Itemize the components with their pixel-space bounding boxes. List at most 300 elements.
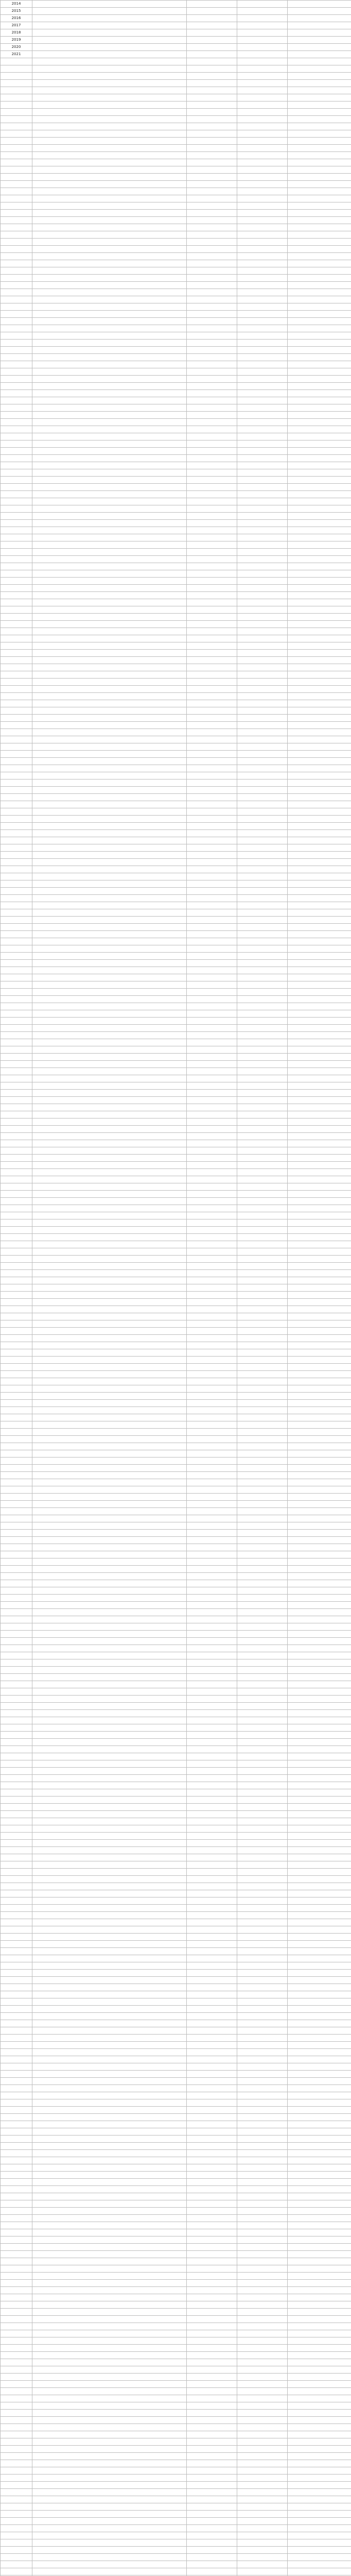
cell-code — [1, 2107, 32, 2114]
cell-plan — [187, 404, 237, 412]
table-row — [1, 2525, 351, 2532]
table-row — [1, 1400, 351, 1407]
table-row — [1, 1378, 351, 1385]
cell-name — [32, 1991, 187, 1998]
cell-name — [32, 138, 187, 145]
cell-code — [1, 1010, 32, 1018]
cell-enrolled — [237, 455, 288, 462]
cell-plan — [187, 390, 237, 397]
cell-min-rank — [288, 2114, 351, 2121]
cell-enrolled — [237, 390, 288, 397]
cell-plan — [187, 1876, 237, 1883]
table-row — [1, 1522, 351, 1530]
cell-plan — [187, 679, 237, 686]
cell-plan — [187, 1926, 237, 1934]
table-row — [1, 2136, 351, 2143]
cell-code — [1, 2063, 32, 2071]
table-row — [1, 282, 351, 289]
cell-min-rank — [288, 2287, 351, 2294]
cell-enrolled — [237, 1998, 288, 2006]
cell-enrolled — [237, 1883, 288, 1890]
cell-enrolled — [237, 505, 288, 513]
cell-enrolled — [237, 751, 288, 758]
cell-code — [1, 570, 32, 578]
cell-plan — [187, 2121, 237, 2128]
cell-enrolled — [237, 2280, 288, 2287]
cell-enrolled — [237, 895, 288, 902]
cell-code — [1, 794, 32, 801]
cell-plan — [187, 2229, 237, 2236]
cell-plan — [187, 1371, 237, 1378]
table-row — [1, 1118, 351, 1126]
cell-min-rank — [288, 700, 351, 707]
cell-name — [32, 772, 187, 779]
cell-enrolled — [237, 2330, 288, 2337]
cell-code — [1, 1414, 32, 1421]
cell-plan — [187, 1147, 237, 1155]
cell-enrolled — [237, 325, 288, 332]
cell-min-rank — [288, 491, 351, 498]
table-row — [1, 1371, 351, 1378]
cell-min-rank — [288, 210, 351, 217]
cell-plan — [187, 1039, 237, 1046]
cell-code — [1, 397, 32, 404]
cell-plan — [187, 2179, 237, 2186]
cell-plan — [187, 2006, 237, 2013]
cell-min-rank — [288, 44, 351, 51]
cell-plan — [187, 2301, 237, 2309]
table-row — [1, 2410, 351, 2417]
cell-enrolled — [237, 1739, 288, 1746]
cell-plan — [187, 1602, 237, 1609]
cell-min-rank — [288, 58, 351, 65]
cell-name — [32, 2200, 187, 2208]
cell-code — [1, 267, 32, 275]
cell-code — [1, 202, 32, 210]
cell-name — [32, 1861, 187, 1869]
cell-plan — [187, 945, 237, 953]
table-row — [1, 1458, 351, 1465]
cell-plan — [187, 1458, 237, 1465]
cell-name — [32, 1522, 187, 1530]
cell-enrolled — [237, 1912, 288, 1919]
cell-name — [32, 426, 187, 433]
cell-enrolled — [237, 311, 288, 318]
cell-min-rank — [288, 917, 351, 924]
table-row — [1, 383, 351, 390]
cell-code — [1, 549, 32, 556]
cell-plan — [187, 2503, 237, 2511]
cell-code — [1, 671, 32, 679]
cell-name — [32, 960, 187, 967]
cell-name — [32, 1407, 187, 1414]
cell-code — [1, 1941, 32, 1948]
cell-min-rank — [288, 1162, 351, 1169]
cell-name — [32, 419, 187, 426]
cell-name — [32, 563, 187, 570]
cell-name — [32, 2056, 187, 2063]
cell-name — [32, 1256, 187, 1263]
cell-enrolled — [237, 2006, 288, 2013]
cell-enrolled — [237, 491, 288, 498]
cell-enrolled — [237, 880, 288, 888]
cell-name — [32, 1941, 187, 1948]
table-row — [1, 1587, 351, 1595]
cell-min-rank — [288, 1371, 351, 1378]
cell-code — [1, 1313, 32, 1320]
cell-min-rank — [288, 8, 351, 15]
cell-min-rank — [288, 1537, 351, 1544]
cell-name — [32, 873, 187, 880]
cell-enrolled — [237, 2164, 288, 2172]
cell-min-rank — [288, 2453, 351, 2460]
cell-name — [32, 1126, 187, 1133]
cell-min-rank — [288, 534, 351, 541]
cell-plan — [187, 1212, 237, 1219]
table-row — [1, 2539, 351, 2547]
cell-name — [32, 1919, 187, 1926]
cell-enrolled — [237, 563, 288, 570]
cell-min-rank — [288, 376, 351, 383]
cell-enrolled — [237, 2417, 288, 2424]
cell-min-rank — [288, 368, 351, 376]
cell-plan — [187, 1566, 237, 1573]
cell-min-rank — [288, 412, 351, 419]
cell-name — [32, 541, 187, 549]
cell-code — [1, 2518, 32, 2525]
cell-code — [1, 2157, 32, 2164]
cell-name — [32, 1587, 187, 1595]
table-row — [1, 1551, 351, 1558]
cell-enrolled — [237, 1472, 288, 1479]
cell-plan — [187, 1530, 237, 1537]
cell-enrolled — [237, 1486, 288, 1494]
cell-code — [1, 2027, 32, 2035]
cell-name — [32, 2121, 187, 2128]
cell-name — [32, 217, 187, 224]
cell-enrolled — [237, 837, 288, 844]
cell-min-rank — [288, 1292, 351, 1299]
cell-enrolled — [237, 1703, 288, 1710]
cell-min-rank — [288, 1111, 351, 1118]
cell-plan — [187, 2244, 237, 2251]
cell-plan — [187, 1263, 237, 1270]
cell-name — [32, 556, 187, 563]
cell-name — [32, 794, 187, 801]
cell-min-rank — [288, 1472, 351, 1479]
cell-name — [32, 2244, 187, 2251]
cell-code — [1, 758, 32, 765]
cell-code — [1, 1962, 32, 1970]
cell-code — [1, 2085, 32, 2092]
cell-min-rank — [288, 1746, 351, 1753]
cell-code — [1, 700, 32, 707]
cell-min-rank — [288, 1544, 351, 1551]
cell-name — [32, 1926, 187, 1934]
cell-plan — [187, 953, 237, 960]
cell-name — [32, 534, 187, 541]
cell-plan — [187, 1018, 237, 1025]
cell-min-rank — [288, 311, 351, 318]
cell-min-rank — [288, 1313, 351, 1320]
table-row — [1, 267, 351, 275]
cell-plan — [187, 1313, 237, 1320]
cell-name — [32, 549, 187, 556]
cell-enrolled — [237, 181, 288, 188]
cell-plan — [187, 1385, 237, 1393]
cell-name — [32, 895, 187, 902]
cell-enrolled — [237, 332, 288, 340]
table-row — [1, 1825, 351, 1833]
table-row — [1, 2193, 351, 2200]
cell-plan — [187, 1270, 237, 1277]
table-row — [1, 138, 351, 145]
cell-enrolled — [237, 2388, 288, 2395]
cell-min-rank — [288, 2460, 351, 2467]
cell-name — [32, 1551, 187, 1558]
cell-min-rank — [288, 1198, 351, 1205]
cell-enrolled — [237, 361, 288, 368]
cell-enrolled — [237, 1861, 288, 1869]
cell-min-rank — [288, 1508, 351, 1515]
cell-plan — [187, 779, 237, 787]
table-row — [1, 1991, 351, 1998]
cell-enrolled — [237, 2460, 288, 2467]
cell-name — [32, 1270, 187, 1277]
cell-plan — [187, 873, 237, 880]
table-row — [1, 44, 351, 51]
cell-code — [1, 664, 32, 671]
cell-name — [32, 80, 187, 87]
cell-min-rank — [288, 931, 351, 938]
cell-min-rank — [288, 823, 351, 830]
cell-min-rank — [288, 2539, 351, 2547]
table-row — [1, 1760, 351, 1768]
cell-code — [1, 101, 32, 109]
cell-plan — [187, 1328, 237, 1335]
cell-min-rank — [288, 614, 351, 621]
cell-code — [1, 1984, 32, 1991]
table-row — [1, 2107, 351, 2114]
cell-code — [1, 469, 32, 477]
cell-name — [32, 383, 187, 390]
cell-enrolled — [237, 1212, 288, 1219]
cell-name — [32, 801, 187, 808]
cell-plan — [187, 469, 237, 477]
cell-code — [1, 1256, 32, 1263]
cell-code — [1, 1580, 32, 1587]
cell-min-rank — [288, 1219, 351, 1227]
cell-enrolled — [237, 592, 288, 599]
cell-plan — [187, 2467, 237, 2475]
cell-enrolled — [237, 2287, 288, 2294]
table-row — [1, 945, 351, 953]
cell-min-rank — [288, 1270, 351, 1277]
table-row — [1, 1147, 351, 1155]
cell-name — [32, 909, 187, 917]
cell-plan — [187, 1443, 237, 1450]
cell-code — [1, 2460, 32, 2467]
cell-name — [32, 1789, 187, 1797]
cell-name — [32, 520, 187, 527]
cell-code — [1, 808, 32, 816]
cell-code — [1, 606, 32, 614]
cell-enrolled — [237, 2078, 288, 2085]
cell-enrolled — [237, 1133, 288, 1140]
cell-code — [1, 1090, 32, 1097]
cell-min-rank — [288, 1710, 351, 1717]
cell-plan — [187, 332, 237, 340]
cell-min-rank — [288, 2251, 351, 2258]
cell-code — [1, 440, 32, 448]
table-row — [1, 974, 351, 981]
cell-enrolled — [237, 2258, 288, 2265]
cell-name — [32, 1061, 187, 1068]
cell-code — [1, 1436, 32, 1443]
cell-code — [1, 563, 32, 570]
cell-min-rank — [288, 1991, 351, 1998]
cell-plan — [187, 1522, 237, 1530]
table-row — [1, 1032, 351, 1039]
cell-enrolled — [237, 967, 288, 974]
cell-min-rank — [288, 1299, 351, 1306]
cell-name — [32, 2323, 187, 2330]
cell-plan — [187, 2446, 237, 2453]
cell-name — [32, 210, 187, 217]
cell-name — [32, 642, 187, 650]
table-row — [1, 1948, 351, 1955]
cell-code — [1, 1991, 32, 1998]
cell-min-rank — [288, 722, 351, 729]
cell-plan — [187, 318, 237, 325]
cell-name — [32, 1039, 187, 1046]
table-row — [1, 1897, 351, 1905]
cell-plan — [187, 1789, 237, 1797]
cell-code — [1, 311, 32, 318]
cell-min-rank — [288, 1782, 351, 1789]
cell-name — [32, 1703, 187, 1710]
cell-min-rank — [288, 628, 351, 635]
cell-code — [1, 1169, 32, 1176]
cell-name — [32, 2309, 187, 2316]
cell-plan — [187, 765, 237, 772]
cell-name — [32, 880, 187, 888]
cell-code — [1, 1854, 32, 1861]
table-row — [1, 1544, 351, 1551]
cell-plan — [187, 1097, 237, 1104]
cell-code: 2018 — [1, 29, 32, 37]
cell-code — [1, 1212, 32, 1219]
cell-min-rank — [288, 2374, 351, 2381]
cell-plan — [187, 1544, 237, 1551]
table-row — [1, 2208, 351, 2215]
cell-code — [1, 2251, 32, 2258]
cell-code — [1, 1407, 32, 1414]
cell-enrolled — [237, 664, 288, 671]
cell-name — [32, 1082, 187, 1090]
table-row — [1, 1566, 351, 1573]
cell-code — [1, 2208, 32, 2215]
cell-name — [32, 404, 187, 412]
cell-name — [32, 347, 187, 354]
table-row — [1, 2374, 351, 2381]
cell-name — [32, 2496, 187, 2503]
cell-code — [1, 1897, 32, 1905]
table-row — [1, 1039, 351, 1046]
table-row — [1, 816, 351, 823]
cell-plan — [187, 2424, 237, 2431]
table-row — [1, 1890, 351, 1897]
cell-name — [32, 2294, 187, 2301]
table-row — [1, 505, 351, 513]
cell-enrolled — [237, 2128, 288, 2136]
table-row — [1, 347, 351, 354]
table-row — [1, 1530, 351, 1537]
cell-code — [1, 902, 32, 909]
cell-code — [1, 1241, 32, 1248]
cell-min-rank — [288, 1934, 351, 1941]
cell-name — [32, 1234, 187, 1241]
table-row — [1, 65, 351, 73]
cell-code — [1, 2229, 32, 2236]
cell-min-rank — [288, 505, 351, 513]
table-row — [1, 2121, 351, 2128]
cell-enrolled — [237, 1667, 288, 1674]
cell-enrolled — [237, 729, 288, 736]
table-row — [1, 2150, 351, 2157]
cell-enrolled — [237, 852, 288, 859]
cell-plan — [187, 520, 237, 527]
cell-plan — [187, 1645, 237, 1652]
cell-min-rank — [288, 1479, 351, 1486]
cell-code — [1, 513, 32, 520]
cell-min-rank — [288, 1003, 351, 1010]
cell-min-rank — [288, 1573, 351, 1580]
cell-name — [32, 202, 187, 210]
cell-code — [1, 1133, 32, 1140]
table-row — [1, 1595, 351, 1602]
cell-code — [1, 1032, 32, 1039]
cell-plan — [187, 1919, 237, 1926]
cell-code — [1, 2294, 32, 2301]
cell-enrolled — [237, 354, 288, 361]
cell-plan — [187, 505, 237, 513]
cell-code — [1, 1205, 32, 1212]
cell-plan — [187, 1508, 237, 1515]
cell-min-rank — [288, 808, 351, 816]
cell-min-rank — [288, 340, 351, 347]
cell-enrolled — [237, 1349, 288, 1357]
cell-code — [1, 390, 32, 397]
cell-plan — [187, 707, 237, 715]
cell-code — [1, 419, 32, 426]
cell-plan — [187, 2532, 237, 2539]
cell-min-rank — [288, 426, 351, 433]
cell-code — [1, 599, 32, 606]
cell-min-rank — [288, 2503, 351, 2511]
cell-min-rank — [288, 2431, 351, 2438]
cell-min-rank — [288, 2208, 351, 2215]
cell-name — [32, 253, 187, 260]
cell-name — [32, 981, 187, 989]
cell-min-rank — [288, 1652, 351, 1659]
table-row — [1, 2359, 351, 2366]
cell-plan — [187, 563, 237, 570]
cell-code — [1, 1393, 32, 1400]
cell-min-rank — [288, 390, 351, 397]
cell-plan — [187, 2410, 237, 2417]
table-row — [1, 693, 351, 700]
